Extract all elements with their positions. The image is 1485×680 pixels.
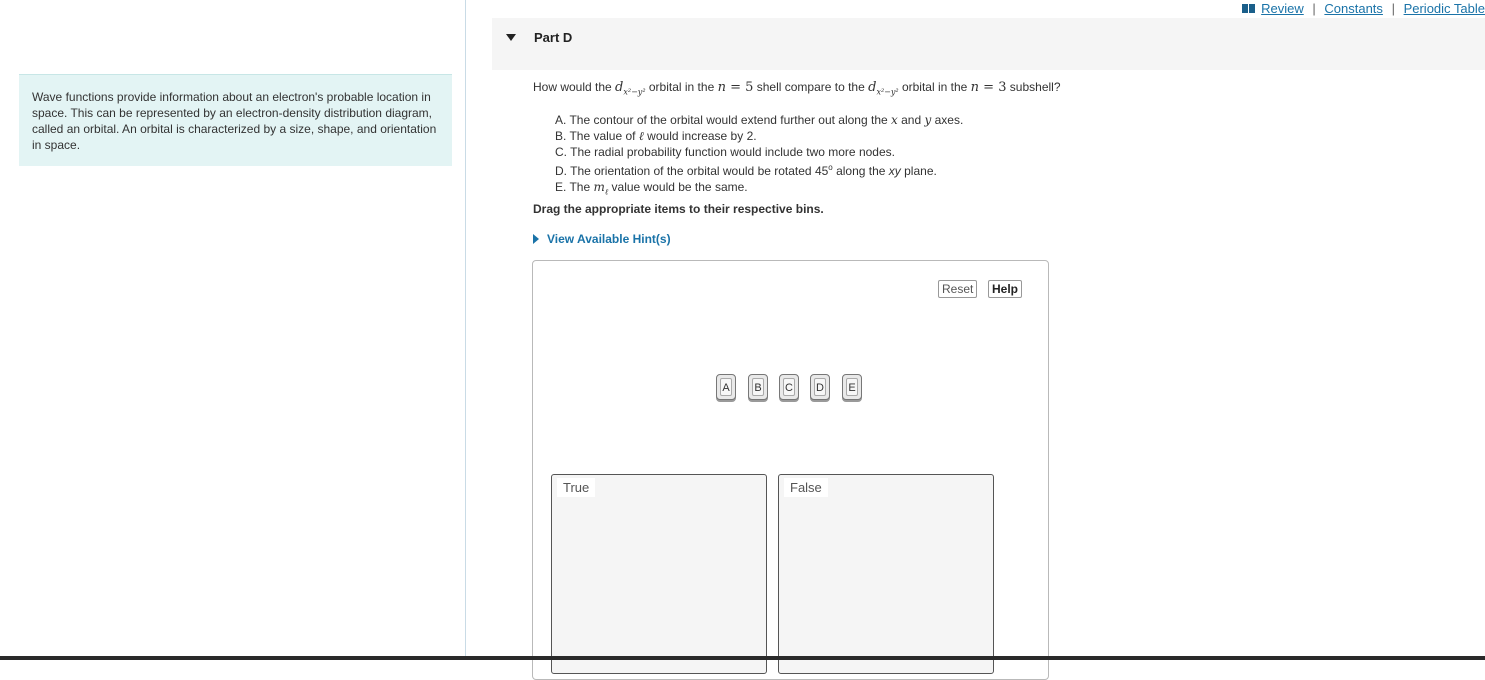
review-link[interactable]: Review [1261,1,1304,16]
question-text: How would the $d_{x^2-y^2}$ orbital in the n = 5 shell compare to the $d_{x^2-y^2}$ orbital in the n = 3 subshell? [533,80,1061,96]
caret-right-icon [533,234,539,244]
link-separator: | [1392,1,1395,16]
bin-label-false: False [784,478,828,497]
periodic-table-link[interactable]: Periodic Table [1404,1,1485,16]
intro-text: Wave functions provide information about an electron's probable location in space. This can be represented by an electron-density distribution diagram, called an orbital. An orbital is characterized by a size, shape, and orientation in space. [32,90,436,152]
drag-tile-a[interactable]: A [716,374,736,400]
option-d: D. The orientation of the orbital would be rotated 45$^o$ along the xy plane. [555,160,963,179]
constants-link[interactable]: Constants [1324,1,1383,16]
option-c: C. The radial probability function would include two more nodes. [555,144,963,160]
link-separator: | [1312,1,1315,16]
caret-down-icon[interactable] [506,34,516,41]
view-hints-toggle[interactable] [533,232,671,246]
orbital-symbol: d [615,80,623,95]
reset-button[interactable]: Reset [938,280,977,298]
options-list [555,112,963,200]
drag-tile-d[interactable]: D [810,374,830,400]
book-icon [1242,4,1256,13]
option-e: E. The $m_\ell$ value would be the same. [555,179,963,200]
option-a: A. The contour of the orbital would extend further out along the x and y axes. [555,112,963,128]
help-button[interactable]: Help [988,280,1022,298]
instruction-text: Drag the appropriate items to their respective bins. [533,202,824,216]
drag-drop-area [532,260,1049,680]
drag-tile-c[interactable]: C [779,374,799,400]
intro-box [19,74,452,166]
bottom-bar [0,656,1485,660]
left-panel [0,0,466,660]
option-b: B. The value of ℓ would increase by 2. [555,128,963,144]
top-links [1242,1,1485,16]
drag-tile-b[interactable]: B [748,374,768,400]
true-bin[interactable] [551,474,767,674]
drag-tile-e[interactable]: E [842,374,862,400]
part-header[interactable] [492,18,1485,70]
bin-label-true: True [557,478,595,497]
hint-label: View Available Hint(s) [547,232,671,246]
part-title: Part D [534,30,572,45]
false-bin[interactable] [778,474,994,674]
